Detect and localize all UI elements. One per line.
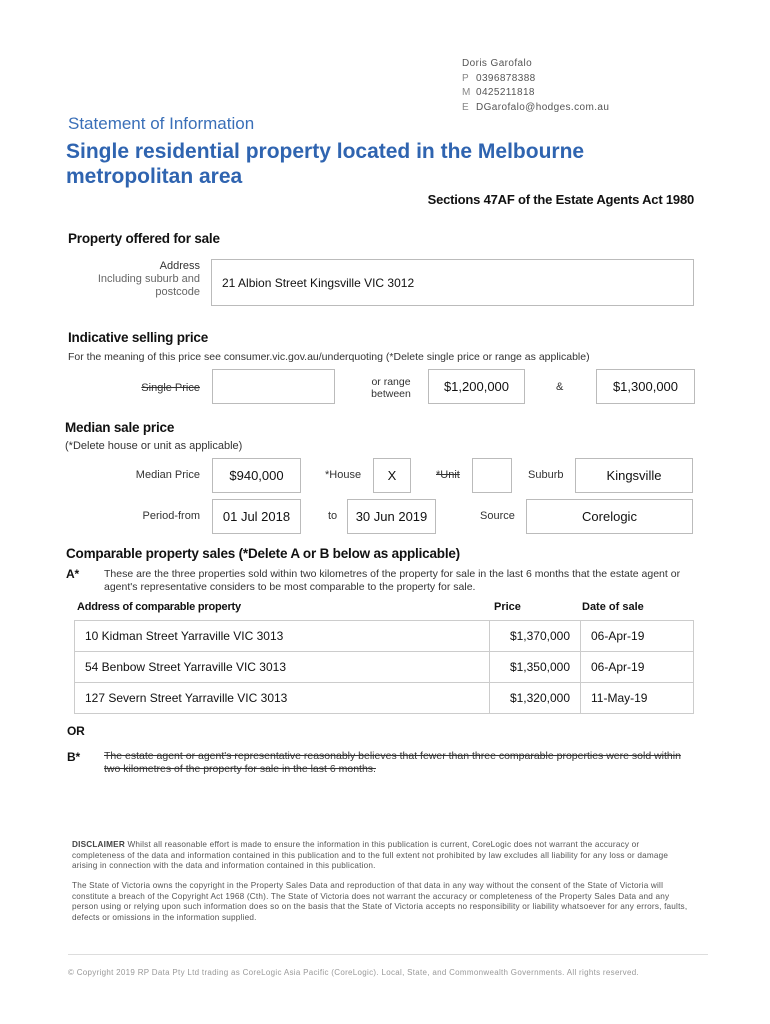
disclaimer-label: DISCLAIMER — [72, 840, 125, 849]
price-heading: Indicative selling price — [68, 330, 209, 345]
or-label: OR — [67, 724, 85, 738]
range-high-field[interactable]: $1,300,000 — [596, 369, 695, 404]
address-sublabel: Including suburb and postcode — [97, 273, 200, 298]
address-label-block — [70, 260, 200, 299]
table-row — [75, 683, 694, 714]
comparable-date[interactable]: 06-Apr-19 — [581, 621, 694, 652]
house-field[interactable]: X — [373, 458, 411, 493]
house-label: *House — [325, 469, 362, 481]
comparable-address[interactable]: 54 Benbow Street Yarraville VIC 3013 — [75, 652, 490, 683]
median-price-field[interactable]: $940,000 — [212, 458, 301, 493]
price-note: For the meaning of this price see consumer.vic.gov.au/underquoting (*Delete single price or range as applicable) — [68, 351, 590, 363]
median-heading: Median sale price — [65, 420, 175, 435]
range-label: or range between — [371, 376, 411, 400]
statement-heading: Statement of Information — [68, 114, 255, 133]
comparable-date[interactable]: 06-Apr-19 — [581, 652, 694, 683]
median-price-label: Median Price — [135, 469, 200, 481]
source-label: Source — [480, 510, 515, 522]
unit-field[interactable] — [472, 458, 512, 493]
period-to-field[interactable]: 30 Jun 2019 — [347, 499, 436, 534]
suburb-field[interactable]: Kingsville — [575, 458, 693, 493]
col-date-header: Date of sale — [582, 601, 644, 613]
option-a-label: A* — [66, 567, 79, 581]
comparable-price[interactable]: $1,320,000 — [490, 683, 581, 714]
suburb-label: Suburb — [528, 469, 564, 481]
mobile-key: M — [462, 87, 471, 98]
footer-divider — [68, 954, 708, 955]
range-amp: & — [556, 381, 564, 393]
option-b-text: The estate agent or agent's representative reasonably believes that fewer than three comparable properties were sold within two kilometres of the property for sale in the last 6 months. — [104, 750, 681, 775]
comparable-date[interactable]: 11-May-19 — [581, 683, 694, 714]
col-price-header: Price — [494, 601, 521, 613]
disclaimer-text-2: The State of Victoria owns the copyright in the Property Sales Data and reproduction of that data in any way without the consent of the State of Victoria will constitute a breach of the Copyright Act 1968 (Cth). The State of Victoria does not warrant the accuracy or completeness of the Property Sales Data and any person using or relying upon such information does so on the basis that the State of Victoria accepts no responsibility or liability whatsoever for any errors, faults, defects or omissions in the information supplied. — [72, 881, 688, 922]
comparable-address[interactable]: 127 Severn Street Yarraville VIC 3013 — [75, 683, 490, 714]
unit-label: *Unit — [436, 469, 460, 481]
comparable-price[interactable]: $1,370,000 — [490, 621, 581, 652]
agent-phone: 0396878388 — [476, 72, 536, 84]
comparable-heading: Comparable property sales (*Delete A or B below as applicable) — [66, 546, 460, 561]
disclaimer-paragraph-1 — [72, 840, 688, 872]
to-label: to — [328, 510, 338, 522]
col-address-header: Address of comparable property — [77, 601, 241, 613]
period-from-field[interactable]: 01 Jul 2018 — [212, 499, 301, 534]
single-price-field[interactable] — [212, 369, 335, 404]
table-row — [75, 652, 694, 683]
option-b-label: B* — [67, 750, 80, 764]
disclaimer-text-1: Whilst all reasonable effort is made to ensure the information in this publication is current, CoreLogic does not warrant the accuracy or completeness of the data and information contained in this publication and to the full extent not prohibited by law excludes all liability for any loss or damage arising in connection with the data and information contained in this publication. — [72, 840, 669, 870]
sections-reference: Sections 47AF of the Estate Agents Act 1980 — [427, 192, 694, 207]
agent-mobile: 0425211818 — [476, 87, 535, 98]
agent-email: DGarofalo@hodges.com.au — [476, 101, 610, 113]
agent-name: Doris Garofalo — [462, 58, 533, 69]
range-low-field[interactable]: $1,200,000 — [428, 369, 525, 404]
comparable-price[interactable]: $1,350,000 — [490, 652, 581, 683]
email-key: E — [462, 101, 470, 113]
source-field[interactable]: Corelogic — [526, 499, 693, 534]
median-note: (*Delete house or unit as applicable) — [65, 440, 243, 452]
table-row — [75, 621, 694, 652]
comparable-address[interactable]: 10 Kidman Street Yarraville VIC 3013 — [75, 621, 490, 652]
address-field[interactable]: 21 Albion Street Kingsville VIC 3012 — [211, 259, 694, 306]
agent-contact — [462, 57, 609, 115]
address-label: Address — [159, 260, 200, 272]
page-title: Single residential property located in the Melbourne metropolitan area — [66, 140, 585, 188]
property-heading: Property offered for sale — [68, 231, 220, 246]
comparable-table — [74, 620, 694, 714]
copyright-footer: © Copyright 2019 RP Data Pty Ltd trading as CoreLogic Asia Pacific (CoreLogic). Local, State, and Commonwealth Governments. All rights reserved. — [68, 968, 639, 977]
period-from-label: Period-from — [142, 510, 200, 522]
single-price-label: Single Price — [141, 382, 200, 394]
phone-key: P — [462, 72, 470, 84]
option-a-text: These are the three properties sold within two kilometres of the property for sale in the last 6 months that the estate agent or agent's representative considers to be most comparable to the property for sale. — [104, 568, 681, 593]
